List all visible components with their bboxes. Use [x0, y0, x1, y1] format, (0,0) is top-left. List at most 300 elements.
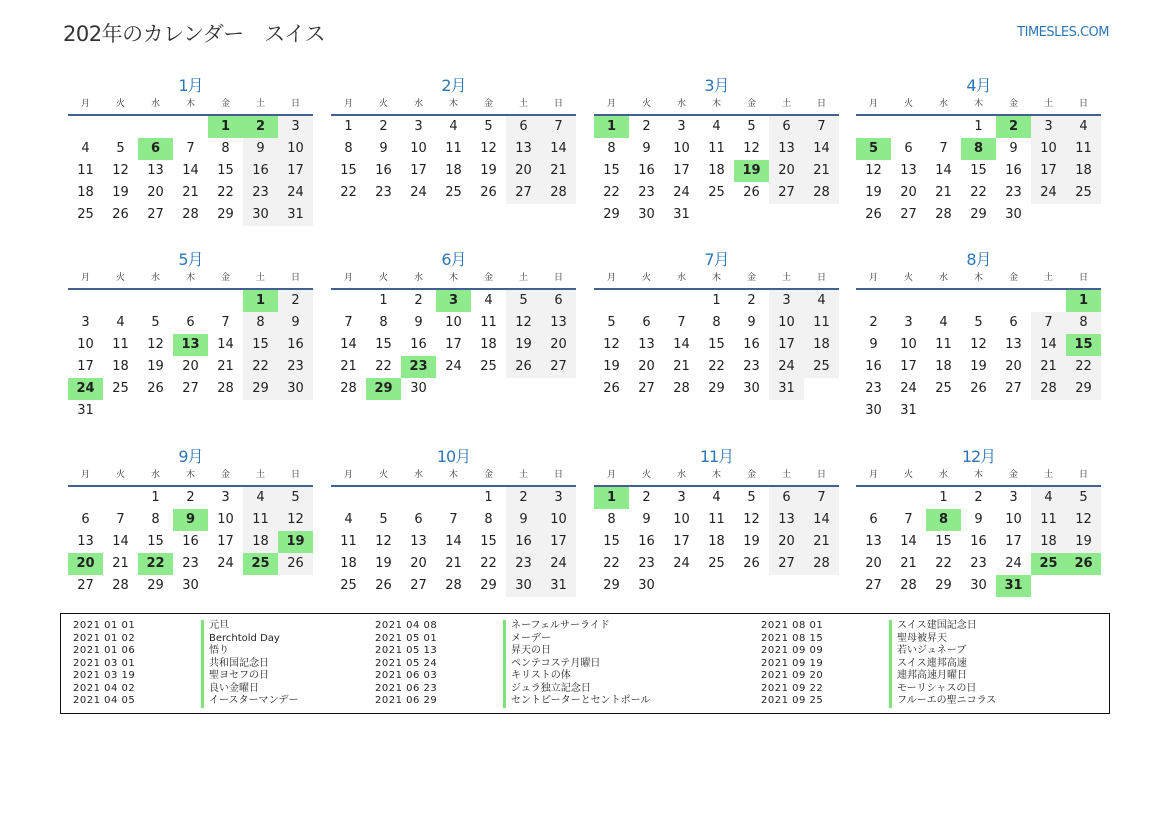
day-cell[interactable]: 20 — [506, 160, 541, 182]
day-cell[interactable]: 28 — [112, 578, 129, 593]
holiday-day-cell[interactable]: 25 — [243, 553, 278, 575]
day-cell[interactable]: 21 — [935, 185, 952, 200]
day-cell[interactable]: 25 — [804, 356, 839, 378]
day-cell[interactable]: 22 — [340, 185, 357, 200]
day-cell[interactable]: 22 — [603, 185, 620, 200]
holiday-day-cell[interactable]: 3 — [436, 290, 471, 312]
day-cell[interactable]: 26 — [506, 356, 541, 378]
holiday-day-cell[interactable]: 2 — [243, 116, 278, 138]
day-cell[interactable]: 1 — [974, 119, 983, 134]
day-cell[interactable]: 11 — [340, 534, 357, 549]
day-cell[interactable]: 8 — [712, 315, 721, 330]
day-cell[interactable]: 28 — [182, 207, 199, 222]
day-cell[interactable]: 10 — [217, 512, 234, 527]
day-cell[interactable]: 2 — [747, 293, 756, 308]
day-cell[interactable]: 21 — [900, 556, 917, 571]
day-cell[interactable]: 15 — [480, 534, 497, 549]
holiday-day-cell[interactable]: 15 — [1066, 334, 1101, 356]
day-cell[interactable]: 4 — [344, 512, 353, 527]
day-cell[interactable]: 5 — [278, 487, 313, 509]
day-cell[interactable]: 27 — [410, 578, 427, 593]
day-cell[interactable]: 28 — [900, 578, 917, 593]
day-cell[interactable]: 17 — [673, 163, 690, 178]
day-cell[interactable]: 18 — [243, 531, 278, 553]
day-cell[interactable]: 9 — [869, 337, 878, 352]
day-cell[interactable]: 4 — [81, 141, 90, 156]
day-cell[interactable]: 16 — [243, 160, 278, 182]
day-cell[interactable]: 3 — [677, 119, 686, 134]
day-cell[interactable]: 28 — [804, 182, 839, 204]
day-cell[interactable]: 7 — [804, 487, 839, 509]
day-cell[interactable]: 23 — [182, 556, 199, 571]
day-cell[interactable]: 27 — [1005, 381, 1022, 396]
day-cell[interactable]: 4 — [449, 119, 458, 134]
day-cell[interactable]: 26 — [278, 553, 313, 575]
day-cell[interactable]: 2 — [869, 315, 878, 330]
day-cell[interactable]: 28 — [340, 381, 357, 396]
day-cell[interactable]: 18 — [804, 334, 839, 356]
day-cell[interactable]: 12 — [865, 163, 882, 178]
day-cell[interactable]: 10 — [278, 138, 313, 160]
day-cell[interactable]: 4 — [1066, 116, 1101, 138]
day-cell[interactable]: 12 — [1066, 509, 1101, 531]
day-cell[interactable]: 3 — [1031, 116, 1066, 138]
day-cell[interactable]: 25 — [480, 359, 497, 374]
day-cell[interactable]: 1 — [484, 490, 493, 505]
day-cell[interactable]: 12 — [112, 163, 129, 178]
day-cell[interactable]: 17 — [541, 531, 576, 553]
day-cell[interactable]: 18 — [445, 163, 462, 178]
day-cell[interactable]: 2 — [642, 119, 651, 134]
day-cell[interactable]: 23 — [278, 356, 313, 378]
holiday-day-cell[interactable]: 6 — [138, 138, 173, 160]
day-cell[interactable]: 1 — [939, 490, 948, 505]
day-cell[interactable]: 3 — [904, 315, 913, 330]
day-cell[interactable]: 7 — [939, 141, 948, 156]
day-cell[interactable]: 16 — [743, 337, 760, 352]
day-cell[interactable]: 24 — [1031, 182, 1066, 204]
day-cell[interactable]: 20 — [769, 160, 804, 182]
day-cell[interactable]: 5 — [1066, 487, 1101, 509]
day-cell[interactable]: 9 — [278, 312, 313, 334]
day-cell[interactable]: 21 — [1031, 356, 1066, 378]
holiday-day-cell[interactable]: 13 — [173, 334, 208, 356]
day-cell[interactable]: 23 — [638, 556, 655, 571]
day-cell[interactable]: 4 — [804, 290, 839, 312]
day-cell[interactable]: 15 — [340, 163, 357, 178]
day-cell[interactable]: 18 — [480, 337, 497, 352]
day-cell[interactable]: 8 — [607, 512, 616, 527]
day-cell[interactable]: 7 — [449, 512, 458, 527]
day-cell[interactable]: 8 — [484, 512, 493, 527]
day-cell[interactable]: 25 — [77, 207, 94, 222]
day-cell[interactable]: 8 — [607, 141, 616, 156]
day-cell[interactable]: 26 — [865, 207, 882, 222]
day-cell[interactable]: 14 — [1031, 334, 1066, 356]
day-cell[interactable]: 15 — [147, 534, 164, 549]
day-cell[interactable]: 21 — [804, 160, 839, 182]
day-cell[interactable]: 24 — [673, 556, 690, 571]
day-cell[interactable]: 13 — [541, 312, 576, 334]
day-cell[interactable]: 28 — [673, 381, 690, 396]
day-cell[interactable]: 30 — [410, 381, 427, 396]
day-cell[interactable]: 4 — [712, 119, 721, 134]
day-cell[interactable]: 15 — [243, 334, 278, 356]
day-cell[interactable]: 29 — [603, 578, 620, 593]
day-cell[interactable]: 21 — [340, 359, 357, 374]
day-cell[interactable]: 29 — [217, 207, 234, 222]
day-cell[interactable]: 28 — [935, 207, 952, 222]
day-cell[interactable]: 31 — [77, 403, 94, 418]
day-cell[interactable]: 18 — [1031, 531, 1066, 553]
day-cell[interactable]: 11 — [77, 163, 94, 178]
day-cell[interactable]: 27 — [77, 578, 94, 593]
day-cell[interactable]: 10 — [769, 312, 804, 334]
day-cell[interactable]: 17 — [445, 337, 462, 352]
day-cell[interactable]: 21 — [445, 556, 462, 571]
day-cell[interactable]: 27 — [638, 381, 655, 396]
day-cell[interactable]: 26 — [743, 556, 760, 571]
day-cell[interactable]: 13 — [769, 509, 804, 531]
day-cell[interactable]: 18 — [708, 163, 725, 178]
day-cell[interactable]: 31 — [541, 575, 576, 597]
day-cell[interactable]: 24 — [445, 359, 462, 374]
day-cell[interactable]: 3 — [414, 119, 423, 134]
holiday-day-cell[interactable]: 31 — [996, 575, 1031, 597]
day-cell[interactable]: 19 — [865, 185, 882, 200]
holiday-day-cell[interactable]: 1 — [594, 487, 629, 509]
day-cell[interactable]: 24 — [1005, 556, 1022, 571]
day-cell[interactable]: 22 — [243, 356, 278, 378]
day-cell[interactable]: 10 — [541, 509, 576, 531]
day-cell[interactable]: 7 — [541, 116, 576, 138]
day-cell[interactable]: 19 — [603, 359, 620, 374]
day-cell[interactable]: 22 — [217, 185, 234, 200]
day-cell[interactable]: 19 — [375, 556, 392, 571]
day-cell[interactable]: 9 — [747, 315, 756, 330]
day-cell[interactable]: 24 — [673, 185, 690, 200]
day-cell[interactable]: 16 — [970, 534, 987, 549]
day-cell[interactable]: 27 — [147, 207, 164, 222]
day-cell[interactable]: 17 — [410, 163, 427, 178]
holiday-day-cell[interactable]: 24 — [68, 378, 103, 400]
day-cell[interactable]: 9 — [1009, 141, 1018, 156]
day-cell[interactable]: 2 — [642, 490, 651, 505]
holiday-day-cell[interactable]: 19 — [734, 160, 769, 182]
holiday-day-cell[interactable]: 8 — [961, 138, 996, 160]
day-cell[interactable]: 31 — [673, 207, 690, 222]
day-cell[interactable]: 18 — [935, 359, 952, 374]
day-cell[interactable]: 8 — [221, 141, 230, 156]
day-cell[interactable]: 7 — [904, 512, 913, 527]
day-cell[interactable]: 18 — [77, 185, 94, 200]
day-cell[interactable]: 27 — [769, 553, 804, 575]
day-cell[interactable]: 18 — [1066, 160, 1101, 182]
day-cell[interactable]: 14 — [112, 534, 129, 549]
day-cell[interactable]: 7 — [221, 315, 230, 330]
day-cell[interactable]: 24 — [410, 185, 427, 200]
day-cell[interactable]: 24 — [217, 556, 234, 571]
day-cell[interactable]: 19 — [112, 185, 129, 200]
day-cell[interactable]: 5 — [747, 490, 756, 505]
day-cell[interactable]: 29 — [970, 207, 987, 222]
day-cell[interactable]: 23 — [375, 185, 392, 200]
day-cell[interactable]: 22 — [708, 359, 725, 374]
day-cell[interactable]: 12 — [506, 312, 541, 334]
day-cell[interactable]: 3 — [278, 116, 313, 138]
day-cell[interactable]: 24 — [278, 182, 313, 204]
day-cell[interactable]: 17 — [673, 534, 690, 549]
day-cell[interactable]: 5 — [484, 119, 493, 134]
day-cell[interactable]: 29 — [243, 378, 278, 400]
day-cell[interactable]: 23 — [243, 182, 278, 204]
day-cell[interactable]: 23 — [506, 553, 541, 575]
day-cell[interactable]: 9 — [974, 512, 983, 527]
day-cell[interactable]: 10 — [77, 337, 94, 352]
holiday-day-cell[interactable]: 9 — [173, 509, 208, 531]
day-cell[interactable]: 7 — [804, 116, 839, 138]
day-cell[interactable]: 11 — [1031, 509, 1066, 531]
day-cell[interactable]: 30 — [638, 207, 655, 222]
day-cell[interactable]: 8 — [151, 512, 160, 527]
day-cell[interactable]: 27 — [182, 381, 199, 396]
holiday-day-cell[interactable]: 26 — [1066, 553, 1101, 575]
day-cell[interactable]: 23 — [743, 359, 760, 374]
holiday-day-cell[interactable]: 22 — [138, 553, 173, 575]
day-cell[interactable]: 15 — [217, 163, 234, 178]
day-cell[interactable]: 4 — [243, 487, 278, 509]
day-cell[interactable]: 2 — [974, 490, 983, 505]
day-cell[interactable]: 14 — [340, 337, 357, 352]
day-cell[interactable]: 11 — [112, 337, 129, 352]
day-cell[interactable]: 20 — [900, 185, 917, 200]
day-cell[interactable]: 9 — [379, 141, 388, 156]
day-cell[interactable]: 31 — [278, 204, 313, 226]
day-cell[interactable]: 20 — [865, 556, 882, 571]
day-cell[interactable]: 5 — [506, 290, 541, 312]
day-cell[interactable]: 14 — [935, 163, 952, 178]
day-cell[interactable]: 14 — [804, 509, 839, 531]
day-cell[interactable]: 19 — [743, 534, 760, 549]
day-cell[interactable]: 18 — [340, 556, 357, 571]
day-cell[interactable]: 20 — [182, 359, 199, 374]
day-cell[interactable]: 10 — [673, 141, 690, 156]
day-cell[interactable]: 8 — [243, 312, 278, 334]
day-cell[interactable]: 19 — [480, 163, 497, 178]
holiday-day-cell[interactable]: 25 — [1031, 553, 1066, 575]
day-cell[interactable]: 13 — [865, 534, 882, 549]
day-cell[interactable]: 26 — [480, 185, 497, 200]
site-link[interactable]: TIMESLES.COM — [1017, 25, 1109, 40]
day-cell[interactable]: 6 — [769, 487, 804, 509]
day-cell[interactable]: 16 — [1005, 163, 1022, 178]
day-cell[interactable]: 22 — [375, 359, 392, 374]
day-cell[interactable]: 11 — [804, 312, 839, 334]
holiday-day-cell[interactable]: 5 — [856, 138, 891, 160]
day-cell[interactable]: 7 — [344, 315, 353, 330]
day-cell[interactable]: 11 — [1066, 138, 1101, 160]
day-cell[interactable]: 4 — [484, 293, 493, 308]
day-cell[interactable]: 5 — [974, 315, 983, 330]
day-cell[interactable]: 20 — [541, 334, 576, 356]
day-cell[interactable]: 6 — [506, 116, 541, 138]
day-cell[interactable]: 3 — [81, 315, 90, 330]
day-cell[interactable]: 31 — [900, 403, 917, 418]
day-cell[interactable]: 17 — [1005, 534, 1022, 549]
day-cell[interactable]: 30 — [182, 578, 199, 593]
holiday-day-cell[interactable]: 2 — [996, 116, 1031, 138]
day-cell[interactable]: 30 — [743, 381, 760, 396]
day-cell[interactable]: 7 — [1031, 312, 1066, 334]
day-cell[interactable]: 19 — [970, 359, 987, 374]
day-cell[interactable]: 3 — [221, 490, 230, 505]
day-cell[interactable]: 15 — [970, 163, 987, 178]
day-cell[interactable]: 5 — [607, 315, 616, 330]
day-cell[interactable]: 30 — [1005, 207, 1022, 222]
day-cell[interactable]: 16 — [182, 534, 199, 549]
day-cell[interactable]: 13 — [900, 163, 917, 178]
day-cell[interactable]: 25 — [340, 578, 357, 593]
day-cell[interactable]: 30 — [865, 403, 882, 418]
day-cell[interactable]: 19 — [506, 334, 541, 356]
holiday-day-cell[interactable]: 8 — [926, 509, 961, 531]
day-cell[interactable]: 11 — [480, 315, 497, 330]
day-cell[interactable]: 25 — [112, 381, 129, 396]
day-cell[interactable]: 13 — [77, 534, 94, 549]
day-cell[interactable]: 27 — [865, 578, 882, 593]
day-cell[interactable]: 30 — [506, 575, 541, 597]
day-cell[interactable]: 4 — [116, 315, 125, 330]
day-cell[interactable]: 1 — [712, 293, 721, 308]
day-cell[interactable]: 15 — [708, 337, 725, 352]
day-cell[interactable]: 29 — [603, 207, 620, 222]
day-cell[interactable]: 14 — [900, 534, 917, 549]
day-cell[interactable]: 3 — [769, 290, 804, 312]
day-cell[interactable]: 24 — [900, 381, 917, 396]
day-cell[interactable]: 23 — [970, 556, 987, 571]
day-cell[interactable]: 8 — [344, 141, 353, 156]
day-cell[interactable]: 6 — [414, 512, 423, 527]
day-cell[interactable]: 11 — [445, 141, 462, 156]
day-cell[interactable]: 4 — [712, 490, 721, 505]
day-cell[interactable]: 14 — [182, 163, 199, 178]
day-cell[interactable]: 6 — [1009, 315, 1018, 330]
day-cell[interactable]: 26 — [743, 185, 760, 200]
day-cell[interactable]: 25 — [708, 185, 725, 200]
day-cell[interactable]: 2 — [186, 490, 195, 505]
day-cell[interactable]: 29 — [480, 578, 497, 593]
day-cell[interactable]: 27 — [900, 207, 917, 222]
day-cell[interactable]: 18 — [708, 534, 725, 549]
day-cell[interactable]: 25 — [1066, 182, 1101, 204]
day-cell[interactable]: 12 — [603, 337, 620, 352]
day-cell[interactable]: 5 — [116, 141, 125, 156]
day-cell[interactable]: 16 — [638, 163, 655, 178]
day-cell[interactable]: 14 — [217, 337, 234, 352]
day-cell[interactable]: 6 — [769, 116, 804, 138]
holiday-day-cell[interactable]: 19 — [278, 531, 313, 553]
day-cell[interactable]: 10 — [1031, 138, 1066, 160]
day-cell[interactable]: 15 — [603, 534, 620, 549]
day-cell[interactable]: 14 — [673, 337, 690, 352]
day-cell[interactable]: 12 — [480, 141, 497, 156]
day-cell[interactable]: 7 — [116, 512, 125, 527]
day-cell[interactable]: 9 — [506, 509, 541, 531]
day-cell[interactable]: 13 — [769, 138, 804, 160]
day-cell[interactable]: 19 — [1066, 531, 1101, 553]
day-cell[interactable]: 12 — [375, 534, 392, 549]
day-cell[interactable]: 4 — [1031, 487, 1066, 509]
day-cell[interactable]: 10 — [673, 512, 690, 527]
day-cell[interactable]: 20 — [1005, 359, 1022, 374]
day-cell[interactable]: 10 — [445, 315, 462, 330]
day-cell[interactable]: 25 — [708, 556, 725, 571]
day-cell[interactable]: 21 — [673, 359, 690, 374]
day-cell[interactable]: 11 — [708, 512, 725, 527]
day-cell[interactable]: 14 — [541, 138, 576, 160]
day-cell[interactable]: 2 — [278, 290, 313, 312]
day-cell[interactable]: 10 — [410, 141, 427, 156]
day-cell[interactable]: 27 — [769, 182, 804, 204]
day-cell[interactable]: 29 — [708, 381, 725, 396]
day-cell[interactable]: 16 — [865, 359, 882, 374]
day-cell[interactable]: 3 — [1009, 490, 1018, 505]
day-cell[interactable]: 28 — [804, 553, 839, 575]
day-cell[interactable]: 13 — [147, 163, 164, 178]
day-cell[interactable]: 30 — [970, 578, 987, 593]
day-cell[interactable]: 29 — [935, 578, 952, 593]
day-cell[interactable]: 17 — [278, 160, 313, 182]
holiday-day-cell[interactable]: 29 — [366, 378, 401, 400]
day-cell[interactable]: 23 — [1005, 185, 1022, 200]
day-cell[interactable]: 21 — [182, 185, 199, 200]
day-cell[interactable]: 31 — [769, 378, 804, 400]
day-cell[interactable]: 12 — [147, 337, 164, 352]
day-cell[interactable]: 5 — [379, 512, 388, 527]
day-cell[interactable]: 17 — [217, 534, 234, 549]
day-cell[interactable]: 18 — [112, 359, 129, 374]
day-cell[interactable]: 9 — [243, 138, 278, 160]
day-cell[interactable]: 19 — [147, 359, 164, 374]
day-cell[interactable]: 16 — [410, 337, 427, 352]
day-cell[interactable]: 3 — [541, 487, 576, 509]
day-cell[interactable]: 30 — [243, 204, 278, 226]
day-cell[interactable]: 9 — [414, 315, 423, 330]
day-cell[interactable]: 16 — [278, 334, 313, 356]
day-cell[interactable]: 7 — [677, 315, 686, 330]
day-cell[interactable]: 21 — [217, 359, 234, 374]
holiday-day-cell[interactable]: 23 — [401, 356, 436, 378]
day-cell[interactable]: 6 — [81, 512, 90, 527]
day-cell[interactable]: 22 — [480, 556, 497, 571]
day-cell[interactable]: 12 — [743, 141, 760, 156]
day-cell[interactable]: 1 — [379, 293, 388, 308]
day-cell[interactable]: 4 — [939, 315, 948, 330]
day-cell[interactable]: 16 — [506, 531, 541, 553]
day-cell[interactable]: 8 — [379, 315, 388, 330]
day-cell[interactable]: 5 — [151, 315, 160, 330]
day-cell[interactable]: 14 — [445, 534, 462, 549]
day-cell[interactable]: 5 — [747, 119, 756, 134]
day-cell[interactable]: 1 — [151, 490, 160, 505]
holiday-day-cell[interactable]: 20 — [68, 553, 103, 575]
day-cell[interactable]: 26 — [147, 381, 164, 396]
day-cell[interactable]: 20 — [769, 531, 804, 553]
day-cell[interactable]: 24 — [769, 356, 804, 378]
day-cell[interactable]: 17 — [1031, 160, 1066, 182]
day-cell[interactable]: 26 — [603, 381, 620, 396]
day-cell[interactable]: 28 — [445, 578, 462, 593]
